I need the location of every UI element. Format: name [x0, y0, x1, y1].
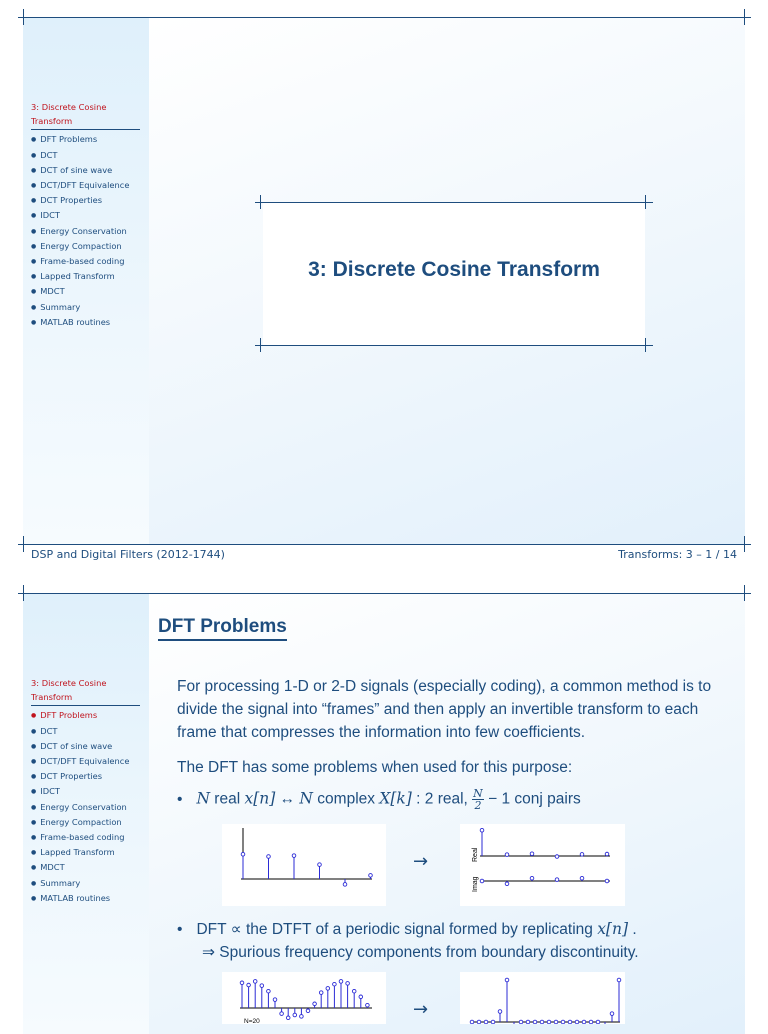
stem-marker: [470, 1020, 474, 1024]
axis-label-real: Real: [472, 847, 479, 862]
stem-marker: [241, 852, 245, 856]
intro-paragraph: For processing 1-D or 2-D signals (especially coding), a common method is to divide the signal into “frames” and then apply an invertible transform to each frame that compresses the information into few coefficients.: [177, 678, 712, 741]
text: complex: [312, 790, 380, 808]
math-Xk: X[k]: [379, 789, 412, 808]
stem-marker: [580, 853, 584, 857]
nav-item-energy-conservation[interactable]: ● Energy Conservation: [31, 224, 140, 239]
stem-marker: [343, 883, 347, 887]
text: : 2 real,: [411, 790, 473, 808]
stem-marker: [480, 879, 484, 883]
title-bottom-left-tick: [260, 338, 261, 352]
nav-item-idct[interactable]: ● IDCT: [31, 784, 140, 799]
nav-item-dct-dft[interactable]: ● DCT/DFT Equivalence: [31, 178, 140, 193]
stem-marker: [480, 828, 484, 832]
frac-num: N: [473, 787, 483, 800]
stem-marker: [589, 1020, 593, 1024]
stem-marker: [519, 1020, 523, 1024]
stem-marker: [477, 1020, 481, 1024]
stem-marker: [530, 852, 534, 856]
stem-marker: [359, 995, 363, 999]
title-top-rule: [255, 202, 653, 203]
stem-marker: [300, 1015, 304, 1019]
stem-marker: [293, 1013, 297, 1017]
stem-marker: [617, 978, 621, 982]
top-rule-right-tick: [744, 9, 745, 25]
stem-marker: [555, 855, 559, 859]
nav-item-dct[interactable]: ● DCT: [31, 724, 140, 739]
stem-marker: [318, 863, 322, 867]
bullet-real-complex: [177, 788, 737, 811]
stem-marker: [326, 987, 330, 991]
title-top-right-tick: [645, 195, 646, 209]
slide-title: DFT Problems: [158, 616, 287, 641]
stem-marker: [596, 1020, 600, 1024]
stem-marker: [605, 852, 609, 856]
stem-marker: [561, 1020, 565, 1024]
stem-marker: [484, 1020, 488, 1024]
fraction: [472, 788, 484, 811]
slide-title: 3: Discrete Cosine Transform: [308, 258, 600, 281]
math-N: N: [196, 789, 210, 808]
freq-stem-plot: [460, 824, 625, 906]
bullet-dot: •: [177, 790, 183, 808]
stem-marker: [533, 1020, 537, 1024]
bullet-dot: •: [177, 921, 183, 938]
periodic-plot-time: [222, 972, 386, 1024]
title-top-left-tick: [260, 195, 261, 209]
nav-item-mdct[interactable]: ● MDCT: [31, 284, 140, 299]
stem-marker: [247, 983, 251, 987]
transform-arrow-2: →: [413, 999, 429, 1020]
stem-marker: [575, 1020, 579, 1024]
stem-marker: [313, 1002, 317, 1006]
nav-item-frame-coding[interactable]: ● Frame-based coding: [31, 254, 140, 269]
periodic-plot-freq: [460, 972, 625, 1024]
stem-marker: [498, 1010, 502, 1014]
stem-marker: [253, 980, 257, 984]
math-xn: x[n]: [244, 789, 276, 808]
nav-item-summary[interactable]: ● Summary: [31, 876, 140, 891]
top-rule: [18, 593, 751, 594]
nav-item-dct-properties[interactable]: ● DCT Properties: [31, 193, 140, 208]
stem-marker: [346, 982, 350, 986]
stem-marker: [286, 1016, 290, 1020]
nav-item-dct-properties[interactable]: ● DCT Properties: [31, 769, 140, 784]
stem-marker: [580, 876, 584, 880]
bullet-periodic: [177, 918, 742, 964]
nav-item-frame-coding[interactable]: ● Frame-based coding: [31, 830, 140, 845]
bottom-rule-left-tick: [23, 536, 24, 552]
footer-course: DSP and Digital Filters (2012-1744): [31, 548, 225, 561]
text: .: [628, 921, 637, 938]
stem-marker: [352, 989, 356, 993]
nav-item-matlab[interactable]: ● MATLAB routines: [31, 891, 140, 906]
stem-marker: [292, 854, 296, 858]
stem-marker: [505, 978, 509, 982]
title-bottom-right-tick: [645, 338, 646, 352]
nav-item-dct-sine[interactable]: ● DCT of sine wave: [31, 163, 140, 178]
stem-marker: [491, 1020, 495, 1024]
stem-marker: [369, 874, 373, 878]
text: − 1 conj pairs: [483, 790, 581, 808]
stem-marker: [306, 1009, 310, 1013]
stem-marker: [273, 998, 277, 1002]
top-rule-left-tick: [23, 585, 24, 601]
periodic-stem-plot: [222, 972, 386, 1024]
nav-item-dct-sine[interactable]: ● DCT of sine wave: [31, 739, 140, 754]
stem-marker: [547, 1020, 551, 1024]
n20-label: N=20: [244, 1018, 260, 1024]
stem-marker: [240, 981, 244, 985]
transform-arrow: →: [413, 851, 429, 872]
nav-item-dft-problems[interactable]: ● DFT Problems: [31, 132, 140, 147]
stem-marker: [267, 855, 271, 859]
nav-item-dct[interactable]: ● DCT: [31, 148, 140, 163]
stem-marker: [610, 1012, 614, 1016]
top-rule-left-tick: [23, 9, 24, 25]
bottom-rule-right-tick: [744, 536, 745, 552]
stem-marker: [319, 991, 323, 995]
stem-marker: [554, 1020, 558, 1024]
problems-intro: The DFT has some problems when used for this purpose:: [177, 759, 573, 776]
stem-marker: [339, 980, 343, 984]
bottom-rule: [18, 544, 751, 545]
nav-item-energy-compaction[interactable]: ● Energy Compaction: [31, 815, 140, 830]
spurious-line: ⇒ Spurious frequency components from boundary discontinuity.: [202, 944, 639, 961]
signal-plot-freq: [460, 824, 625, 906]
nav-item-lapped[interactable]: ● Lapped Transform: [31, 845, 140, 860]
nav-item-matlab[interactable]: ● MATLAB routines: [31, 315, 140, 330]
stem-marker: [333, 982, 337, 986]
stem-marker: [505, 882, 509, 886]
time-stem-plot: [222, 824, 386, 906]
top-rule-right-tick: [744, 585, 745, 601]
title-bottom-rule: [255, 345, 653, 346]
stem-marker: [555, 878, 559, 882]
math-N2: N: [299, 789, 313, 808]
stem-marker: [540, 1020, 544, 1024]
section-nav: [31, 100, 140, 330]
math-xn: x[n]: [597, 920, 629, 938]
stem-marker: [260, 984, 264, 988]
nav-item-summary[interactable]: ● Summary: [31, 300, 140, 315]
stem-marker: [568, 1020, 572, 1024]
axis-label-imag: Imag: [472, 876, 479, 892]
stem-marker: [605, 879, 609, 883]
nav-item-dft-problems[interactable]: ● DFT Problems: [31, 708, 140, 723]
frac-den: 2: [474, 799, 482, 812]
signal-plot-time: [222, 824, 386, 906]
periodic-freq-plot: [460, 972, 625, 1024]
text: DFT ∝ the DTFT of a periodic signal formed by replicating: [196, 921, 598, 938]
nav-item-energy-conservation[interactable]: ● Energy Conservation: [31, 800, 140, 815]
stem-marker: [582, 1020, 586, 1024]
footer-page: Transforms: 3 – 1 / 14: [618, 548, 737, 561]
slide-2: [0, 576, 768, 1024]
main-panel: [149, 594, 745, 1034]
nav-item-mdct[interactable]: ● MDCT: [31, 860, 140, 875]
text: real: [210, 790, 245, 808]
nav-item-dct-dft[interactable]: ● DCT/DFT Equivalence: [31, 754, 140, 769]
nav-item-energy-compaction[interactable]: ● Energy Compaction: [31, 239, 140, 254]
stem-marker: [505, 853, 509, 857]
top-rule: [18, 17, 751, 18]
stem-marker: [530, 876, 534, 880]
stem-marker: [526, 1020, 530, 1024]
stem-marker: [267, 989, 271, 993]
nav-item-idct[interactable]: ● IDCT: [31, 208, 140, 223]
nav-section-title[interactable]: 3: Discrete Cosine Transform: [31, 676, 140, 706]
nav-item-lapped[interactable]: ● Lapped Transform: [31, 269, 140, 284]
stem-marker: [280, 1012, 284, 1016]
stem-marker: [366, 1003, 370, 1007]
nav-section-title[interactable]: 3: Discrete Cosine Transform: [31, 100, 140, 130]
iff-symbol: ↔: [275, 790, 300, 808]
section-nav: [31, 676, 140, 906]
